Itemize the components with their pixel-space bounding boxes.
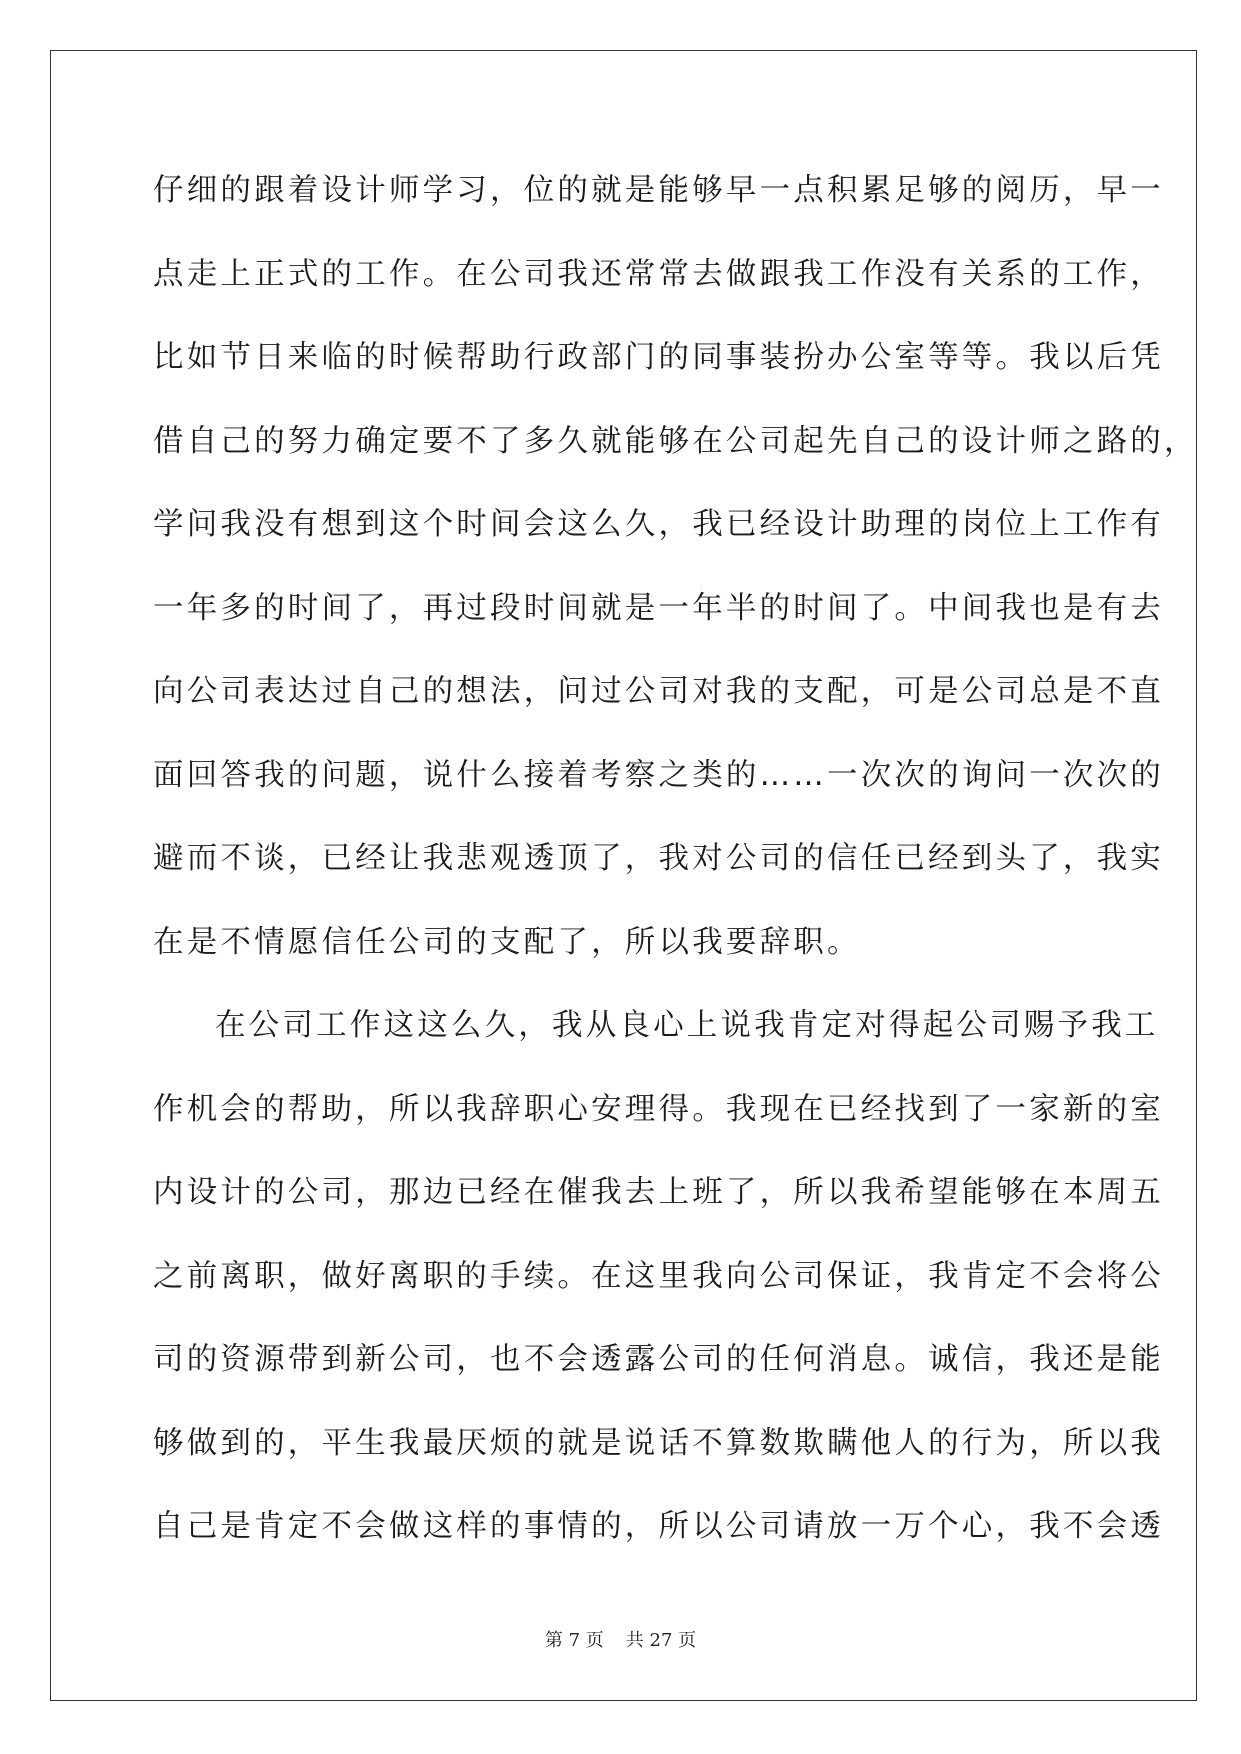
text-line: 之前离职，做好离职的手续。在这里我向公司保证，我肯定不会将公 — [153, 1258, 1164, 1294]
text-line: 作机会的帮助，所以我辞职心安理得。我现在已经找到了一家新的室 — [153, 1091, 1164, 1127]
text-line: 面回答我的问题，说什么接着考察之类的……一次次的询问一次次的 — [153, 757, 1164, 793]
text-line: 仔细的跟着设计师学习，位的就是能够早一点积累足够的阅历，早一 — [153, 173, 1164, 208]
text-line: 够做到的，平生我最厌烦的就是说话不算数欺瞒他人的行为，所以我 — [153, 1425, 1164, 1461]
text-line: 避而不谈，已经让我悲观透顶了，我对公司的信任已经到头了，我实 — [153, 841, 1164, 876]
page-number-total: 共 27 页 — [625, 1630, 697, 1651]
text-line: 借自己的努力确定要不了多久就能够在公司起先自己的设计师之路的， — [153, 423, 1198, 459]
text-line: 向公司表达过自己的想法，问过公司对我的支配，可是公司总是不直 — [153, 674, 1164, 709]
text-line: 司的资源带到新公司，也不会透露公司的任何消息。诚信，我还是能 — [153, 1342, 1164, 1377]
text-line: 在是不情愿信任公司的支配了，所以我要辞职。 — [153, 924, 861, 960]
page-number-current: 第 7 页 — [544, 1630, 604, 1651]
text-line: 自己是肯定不会做这样的事情的，所以公司请放一万个心，我不会透 — [153, 1509, 1164, 1544]
paragraph-start-line: 在公司工作这这么久，我从良心上说我肯定对得起公司赐予我工 — [215, 1008, 1159, 1043]
text-line: 内设计的公司，那边已经在催我去上班了，所以我希望能够在本周五 — [153, 1175, 1164, 1210]
document-body — [153, 156, 1198, 1576]
text-line: 点走上正式的工作。在公司我还常常去做跟我工作没有关系的工作， — [153, 256, 1164, 292]
text-line: 一年多的时间了，再过段时间就是一年半的时间了。中间我也是有去 — [153, 590, 1164, 626]
page-footer — [0, 1626, 1241, 1652]
text-line: 比如节日来临的时候帮助行政部门的同事装扮办公室等等。我以后凭 — [153, 340, 1164, 375]
text-line: 学问我没有想到这个时间会这么久，我已经设计助理的岗位上工作有 — [153, 507, 1164, 542]
